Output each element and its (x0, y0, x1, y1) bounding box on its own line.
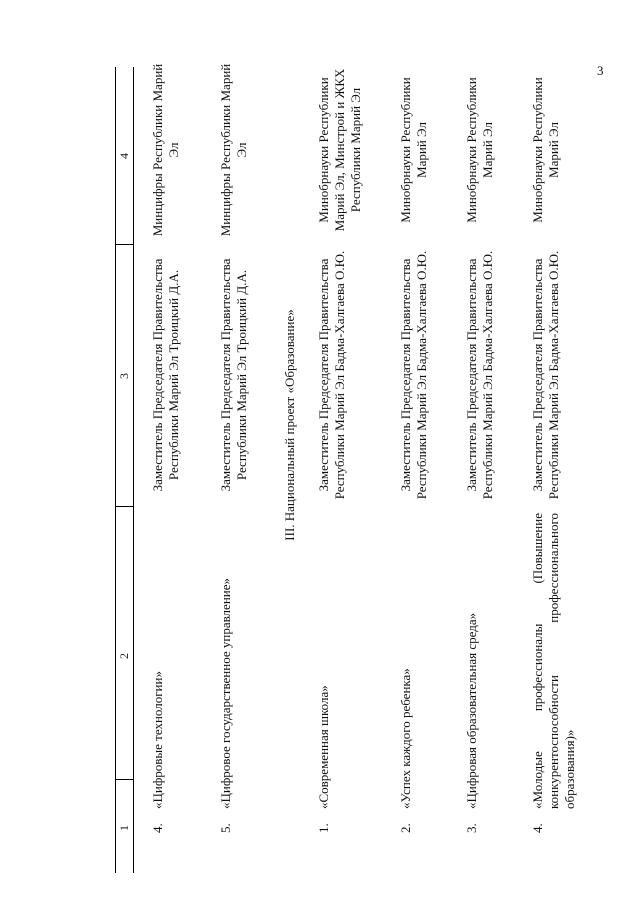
curator-text: Заместитель Председателя Правительства Республики Марий Эл Бадма-Халгаева О.Ю. (464, 250, 495, 500)
executor-text: Минцифры Республики Марий Эл (150, 63, 181, 237)
executor-text: Минобрнауки Республики Марий Эл, Минстрой и ЖКХ Республики Марий Эл (316, 68, 363, 232)
curator-text: Заместитель Председателя Правительства Республики Марий Эл Бадма-Халгаева О.Ю. (316, 250, 347, 500)
curator-text: Заместитель Председателя Правительства Республики Марий Эл Бадма-Халгаева О.Ю. (398, 250, 429, 500)
executor-text: Минцифры Республики Марий Эл (218, 63, 249, 237)
project-name: «Цифровые технологии» (150, 671, 165, 809)
column-header-3: 3 (117, 373, 131, 379)
project-name: «Современная школа» (316, 685, 331, 809)
row-number: 4. (530, 823, 545, 833)
curator-text: Заместитель Председателя Правительства Республики Марий Эл Бадма-Халгаева О.Ю. (530, 250, 561, 500)
column-header-2: 2 (117, 653, 131, 659)
row-number: 4. (150, 823, 165, 833)
column-divider-1 (115, 779, 133, 780)
section-heading: III. Национальный проект «Образование» (282, 309, 297, 541)
column-header-4: 4 (117, 153, 131, 159)
page-number: 3 (597, 63, 604, 78)
column-divider-2 (115, 506, 133, 507)
row-number: 5. (218, 823, 233, 833)
row-number: 3. (464, 823, 479, 833)
curator-text: Заместитель Председателя Правительства Республики Марий Эл Троицкий Д.А. (150, 258, 181, 492)
row-number: 1. (316, 823, 331, 833)
row-number: 2. (398, 823, 413, 833)
project-name: «Цифровая образовательная среда» (464, 612, 479, 809)
project-name: «Успех каждого ребенка» (398, 668, 413, 809)
executor-text: Минобрнауки Республики Марий Эл (464, 77, 495, 223)
project-name: «Цифровое государственное управление» (218, 577, 233, 809)
table-header-bottom-rule (133, 67, 134, 873)
column-header-1: 1 (117, 825, 131, 831)
table-header-top-rule (115, 67, 116, 873)
curator-text: Заместитель Председателя Правительства Республики Марий Эл Троицкий Д.А. (218, 258, 249, 492)
executor-text: Минобрнауки Республики Марий Эл (398, 77, 429, 223)
executor-text: Минобрнауки Республики Марий Эл (530, 77, 561, 223)
column-divider-3 (115, 244, 133, 245)
project-name: «Молодые профессионалы (Повышение конкурентоспособности профессионального образования)» (530, 513, 577, 809)
